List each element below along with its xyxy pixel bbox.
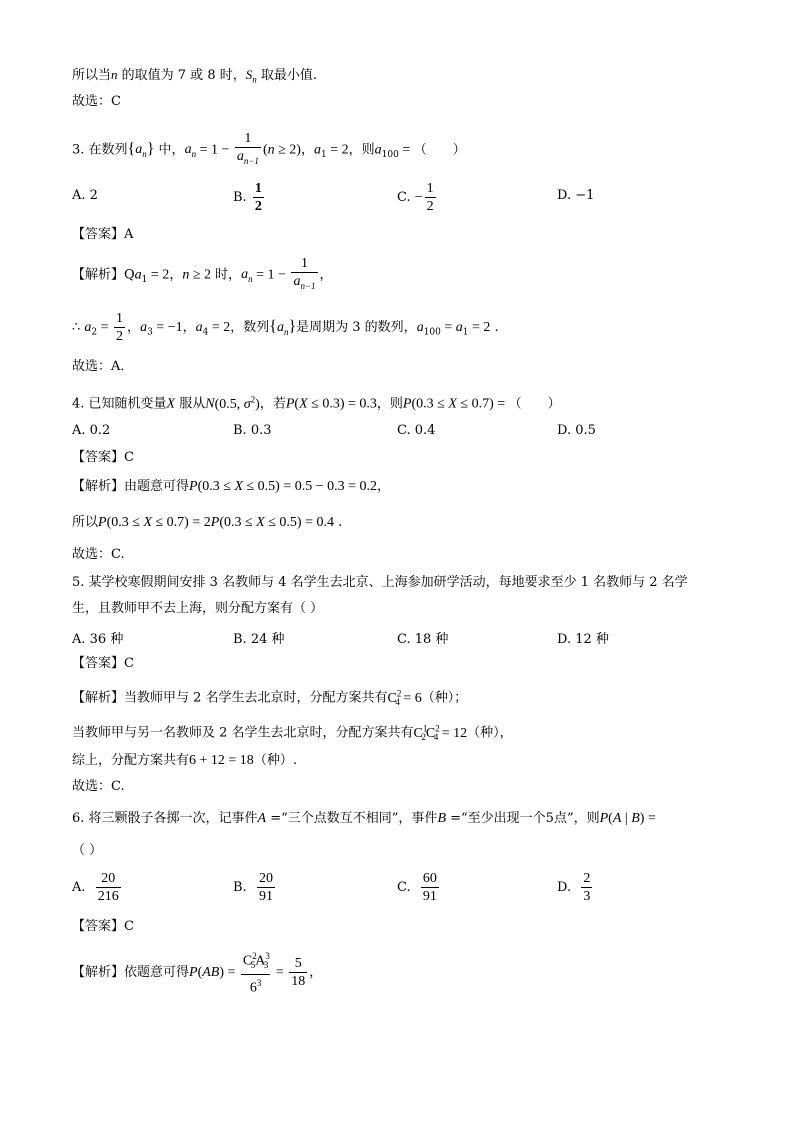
analysis-line: 综上，分配方案共有6 + 12 = 18（种）.: [72, 753, 297, 768]
option-d[interactable]: D. −1: [557, 188, 595, 203]
option-c[interactable]: C. − $\frac{1}{2}$: [397, 181, 434, 214]
question-6-stem: 6. 将三颗骰子各掷一次，记事件A =“三个点数互不相同”，事件B =“至少出现一个5点”，则P(A | B) =: [72, 811, 656, 826]
option-d[interactable]: D. 0.5: [557, 423, 596, 438]
analysis-line: 【解析】依题意可得P(AB) = $\frac{C^2_5A^3_3}{6^3}$ = $\frac{5}{18}$ ，: [72, 948, 322, 997]
option-b[interactable]: B. 24 种: [233, 632, 285, 647]
answer-line: 故选：C.: [72, 547, 125, 562]
analysis-line: 【解析】由题意可得P(0.3 ≤ X ≤ 0.5) = 0.5 − 0.3 = 0.2，: [72, 479, 391, 494]
option-b[interactable]: B. $\frac{20}{91}$: [233, 871, 273, 904]
text-line: 所以当n 的取值为 7 或 8 时，$S_n$ 取最小值.: [72, 67, 317, 85]
answer-line: 故选：A．: [72, 359, 134, 374]
option-b[interactable]: B. $\frac{1}{2}$: [233, 181, 262, 214]
option-c[interactable]: C. 0.4: [397, 423, 436, 438]
question-5-stem: 5. 某学校寒假期间安排 3 名教师与 4 名学生去北京、上海参加研学活动，每地要求至少 1 名教师与 2 名学: [72, 575, 688, 590]
option-c[interactable]: C. 18 种: [397, 632, 449, 647]
analysis-line: 当教师甲与另一名教师及 2 名学生去北京时，分配方案共有$C^1_2C^2_4 = 12$（种），: [72, 723, 513, 743]
option-a[interactable]: A. 36 种: [72, 632, 124, 647]
answer-key: 【答案】C: [72, 450, 134, 465]
analysis-line: ∴ $a_2$ = $\frac{1}{2}$ ，$a_3 = -1$，$a_4 = 2$，数列$\{a_n\}$是周期为 3 的数列，$a_{100} = a_1 = 2$ .: [72, 311, 499, 344]
option-a[interactable]: A. 2: [72, 188, 98, 203]
question-6-stem: （ ）: [72, 843, 103, 858]
answer-key: 【答案】C: [72, 919, 134, 934]
option-b[interactable]: B. 0.3: [233, 423, 272, 438]
question-5-stem: 生，且教师甲不去上海，则分配方案有（ ）: [72, 601, 324, 616]
question-3-stem: 3. 在数列$\{a_n\}$ 中，$a_n = 1$ − $\frac{1}{a_{n-1}}$ (n ≥ 2)，$a_1 = 2$，则$a_{100}$ = （ ）: [72, 131, 466, 166]
answer-key: 【答案】C: [72, 656, 134, 671]
answer-key: 【答案】A: [72, 227, 134, 242]
option-a[interactable]: A. 0.2: [72, 423, 111, 438]
option-d[interactable]: D. 12 种: [557, 632, 609, 647]
option-a[interactable]: A. $\frac{20}{216}$: [72, 871, 119, 904]
answer-line: 故选：C: [72, 94, 121, 109]
option-c[interactable]: C. $\frac{60}{91}$: [397, 871, 437, 904]
analysis-line: 【解析】$Qa_1 = 2$，n ≥ 2 时，$a_n = 1$ − $\frac{1}{a_{n-1}}$ ，: [72, 256, 333, 291]
answer-line: 故选：C.: [72, 779, 125, 794]
question-4-stem: 4. 已知随机变量X 服从N(0.5, $\sigma^2$)，若P(X ≤ 0.3) = 0.3，则P(0.3 ≤ X ≤ 0.7) = （ ）: [72, 394, 561, 412]
analysis-line: 所以P(0.3 ≤ X ≤ 0.7) = 2P(0.3 ≤ X ≤ 0.5) = 0.4 .: [72, 515, 343, 530]
analysis-line: 【解析】当教师甲与 2 名学生去北京时，分配方案共有$C^2_4 = 6$（种）；: [72, 688, 468, 708]
option-d[interactable]: D. $\frac{2}{3}$: [557, 871, 591, 904]
